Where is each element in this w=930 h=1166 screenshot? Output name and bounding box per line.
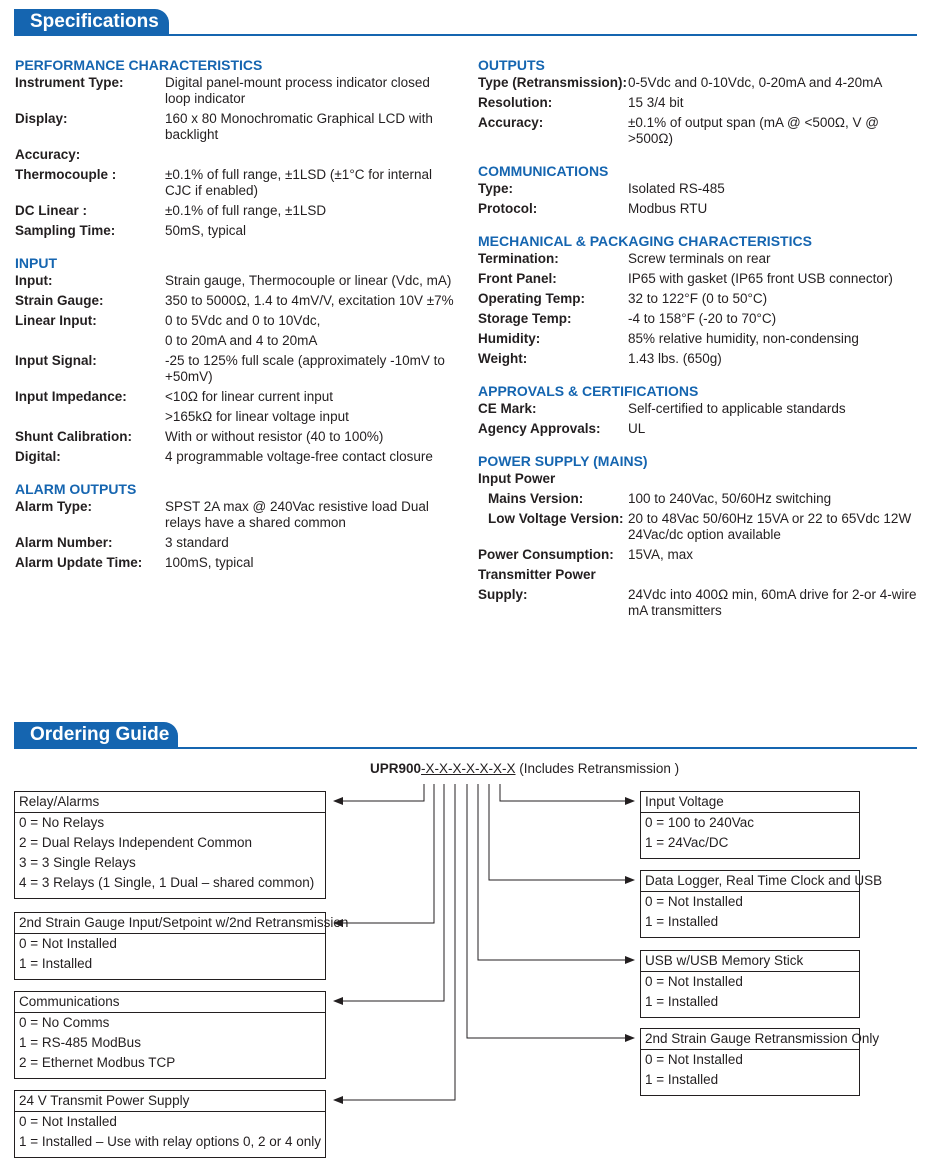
option-box-usb-w-usb-memory-stick bbox=[640, 950, 860, 1018]
spec-value: Isolated RS-485 bbox=[628, 181, 725, 196]
option-item: 0 = 100 to 240Vac bbox=[645, 815, 754, 830]
option-box-communications bbox=[14, 991, 326, 1079]
section-heading-performance-characteristics: PERFORMANCE CHARACTERISTICS bbox=[15, 57, 263, 73]
option-item: 4 = 3 Relays (1 Single, 1 Dual – shared common) bbox=[19, 875, 315, 890]
spec-value: 100mS, typical bbox=[165, 555, 254, 570]
spec-label: DC Linear : bbox=[15, 203, 88, 218]
specifications-heading: Specifications bbox=[14, 9, 169, 35]
spec-value: 15 3/4 bit bbox=[628, 95, 684, 110]
section-heading-power-supply-mains: POWER SUPPLY (MAINS) bbox=[478, 453, 648, 469]
section-heading-alarm-outputs: ALARM OUTPUTS bbox=[15, 481, 137, 497]
spec-value: -4 to 158°F (-20 to 70°C) bbox=[628, 311, 777, 326]
spec-value: IP65 with gasket (IP65 front USB connector) bbox=[628, 271, 893, 286]
option-box-input-voltage bbox=[640, 791, 860, 859]
spec-label: Alarm Number: bbox=[15, 535, 113, 550]
spec-label: Alarm Type: bbox=[15, 499, 93, 514]
model-code-note: (Includes Retransmission ) bbox=[515, 761, 680, 776]
spec-label: Digital: bbox=[15, 449, 61, 464]
spec-value: Modbus RTU bbox=[628, 201, 708, 216]
section-heading-communications: COMMUNICATIONS bbox=[478, 163, 609, 179]
spec-label: Protocol: bbox=[478, 201, 538, 216]
spec-value: 0 to 5Vdc and 0 to 10Vdc, bbox=[165, 313, 321, 328]
connector-2nd-strain-gauge bbox=[334, 784, 434, 923]
section-heading-outputs: OUTPUTS bbox=[478, 57, 545, 73]
spec-value: UL bbox=[628, 421, 646, 436]
option-item: 1 = Installed bbox=[645, 1072, 719, 1087]
spec-value: With or without resistor (40 to 100%) bbox=[165, 429, 384, 444]
section-heading-approvals-certifications: APPROVALS & CERTIFICATIONS bbox=[478, 383, 699, 399]
spec-value: <10Ω for linear current input bbox=[165, 389, 334, 404]
connector-2nd-sg-retransmission bbox=[467, 784, 634, 1038]
option-item: 0 = Not Installed bbox=[19, 936, 117, 951]
spec-value: 20 to 48Vac 50/60Hz 15VA or 22 to 65Vdc 12W 24Vac/dc option available bbox=[628, 511, 912, 542]
spec-label: Linear Input: bbox=[15, 313, 97, 328]
option-box-title: Relay/Alarms bbox=[15, 792, 325, 813]
spec-value: 3 standard bbox=[165, 535, 229, 550]
spec-label: Input Impedance: bbox=[15, 389, 127, 404]
option-item: 1 = Installed – Use with relay options 0, 2 or 4 only bbox=[19, 1134, 322, 1149]
model-number: UPR900 bbox=[370, 761, 422, 776]
spec-label: Termination: bbox=[478, 251, 559, 266]
connector-24v-transmit bbox=[334, 784, 455, 1100]
spec-label: Agency Approvals: bbox=[478, 421, 601, 436]
spec-label: Operating Temp: bbox=[478, 291, 586, 306]
spec-value: 32 to 122°F (0 to 50°C) bbox=[628, 291, 768, 306]
spec-label: Supply: bbox=[478, 587, 528, 602]
spec-value: >165kΩ for linear voltage input bbox=[165, 409, 349, 424]
spec-value: 0-5Vdc and 0-10Vdc, 0-20mA and 4-20mA bbox=[628, 75, 883, 90]
spec-label: Strain Gauge: bbox=[15, 293, 104, 308]
option-item: 1 = 24Vac/DC bbox=[645, 835, 729, 850]
spec-label: Low Voltage Version: bbox=[488, 511, 624, 526]
option-box-title: 24 V Transmit Power Supply bbox=[15, 1091, 325, 1112]
spec-label: Resolution: bbox=[478, 95, 553, 110]
spec-value: 160 x 80 Monochromatic Graphical LCD with backlight bbox=[165, 111, 433, 142]
option-box-title: Communications bbox=[15, 992, 325, 1013]
spec-value: 24Vdc into 400Ω min, 60mA drive for 2-or 4-wire mA transmitters bbox=[628, 587, 917, 618]
option-item: 0 = No Comms bbox=[19, 1015, 110, 1030]
spec-value: -25 to 125% full scale (approximately -10mV to +50mV) bbox=[165, 353, 445, 384]
spec-value: 350 to 5000Ω, 1.4 to 4mV/V, excitation 10V ±7% bbox=[165, 293, 454, 308]
option-item: 0 = Not Installed bbox=[645, 1052, 743, 1067]
connector-usb-memory-stick bbox=[478, 784, 634, 960]
option-box-relay-alarms bbox=[14, 791, 326, 899]
spec-label: Shunt Calibration: bbox=[15, 429, 132, 444]
section-heading-input: INPUT bbox=[15, 255, 57, 271]
connector-relay-alarms bbox=[334, 784, 424, 801]
connector-communications bbox=[334, 784, 444, 1001]
option-box-title: Data Logger, Real Time Clock and USB bbox=[641, 871, 859, 892]
spec-label: Accuracy: bbox=[478, 115, 544, 130]
option-item: 2 = Dual Relays Independent Common bbox=[19, 835, 253, 850]
spec-label: Front Panel: bbox=[478, 271, 557, 286]
spec-label: Power Consumption: bbox=[478, 547, 614, 562]
option-item: 3 = 3 Single Relays bbox=[19, 855, 136, 870]
spec-value: 4 programmable voltage-free contact closure bbox=[165, 449, 433, 464]
spec-value: SPST 2A max @ 240Vac resistive load Dual relays have a shared common bbox=[165, 499, 429, 530]
spec-label: Input Power bbox=[478, 471, 556, 486]
spec-value: ±0.1% of full range, ±1LSD (±1°C for internal CJC if enabled) bbox=[165, 167, 433, 198]
option-item: 0 = No Relays bbox=[19, 815, 105, 830]
connector-data-logger bbox=[489, 784, 634, 880]
spec-label: Display: bbox=[15, 111, 68, 126]
option-item: 1 = Installed bbox=[645, 914, 719, 929]
spec-label: Mains Version: bbox=[488, 491, 584, 506]
spec-value: Strain gauge, Thermocouple or linear (Vdc, mA) bbox=[165, 273, 452, 288]
option-box-2nd-strain-gauge-retransmission-only bbox=[640, 1028, 880, 1096]
spec-value: ±0.1% of full range, ±1LSD bbox=[165, 203, 327, 218]
spec-label: CE Mark: bbox=[478, 401, 537, 416]
option-box-title: USB w/USB Memory Stick bbox=[641, 951, 859, 972]
spec-label: Humidity: bbox=[478, 331, 541, 346]
spec-value: 15VA, max bbox=[628, 547, 694, 562]
model-code-options: -X-X-X-X-X-X-X bbox=[421, 761, 516, 776]
spec-label: Sampling Time: bbox=[15, 223, 116, 238]
spec-value: 85% relative humidity, non-condensing bbox=[628, 331, 859, 346]
spec-value: 50mS, typical bbox=[165, 223, 247, 238]
option-item: 1 = RS-485 ModBus bbox=[19, 1035, 141, 1050]
spec-value: Screw terminals on rear bbox=[628, 251, 771, 266]
spec-label: Accuracy: bbox=[15, 147, 81, 162]
option-box-title: 2nd Strain Gauge Retransmission Only bbox=[641, 1029, 859, 1050]
spec-label: Type (Retransmission): bbox=[478, 75, 628, 90]
option-box-2nd-strain-gauge-input-setpoint-w-2nd-retransmission bbox=[14, 912, 349, 980]
connector-input-voltage bbox=[500, 784, 634, 801]
spec-value: 0 to 20mA and 4 to 20mA bbox=[165, 333, 318, 348]
option-box-title: Input Voltage bbox=[641, 792, 859, 813]
option-item: 1 = Installed bbox=[19, 956, 93, 971]
spec-value: 1.43 lbs. (650g) bbox=[628, 351, 722, 366]
option-item: 0 = Not Installed bbox=[645, 974, 743, 989]
spec-label: Thermocouple : bbox=[15, 167, 117, 182]
section-heading-mechanical-packaging-characteristics: MECHANICAL & PACKAGING CHARACTERISTICS bbox=[478, 233, 812, 249]
spec-value: Self-certified to applicable standards bbox=[628, 401, 846, 416]
spec-label: Alarm Update Time: bbox=[15, 555, 143, 570]
spec-label: Input: bbox=[15, 273, 53, 288]
spec-label: Instrument Type: bbox=[15, 75, 124, 90]
spec-value: 100 to 240Vac, 50/60Hz switching bbox=[628, 491, 832, 506]
option-item: 0 = Not Installed bbox=[645, 894, 743, 909]
option-box-data-logger-real-time-clock-and-usb bbox=[640, 870, 883, 938]
spec-label: Transmitter Power bbox=[478, 567, 596, 582]
spec-label: Input Signal: bbox=[15, 353, 97, 368]
spec-label: Weight: bbox=[478, 351, 528, 366]
spec-value: Digital panel-mount process indicator closed loop indicator bbox=[165, 75, 430, 106]
option-box-24-v-transmit-power-supply bbox=[14, 1090, 326, 1158]
option-item: 2 = Ethernet Modbus TCP bbox=[19, 1055, 176, 1070]
spec-label: Storage Temp: bbox=[478, 311, 572, 326]
spec-label: Type: bbox=[478, 181, 514, 196]
option-box-title: 2nd Strain Gauge Input/Setpoint w/2nd Retransmission bbox=[15, 913, 325, 934]
option-item: 1 = Installed bbox=[645, 994, 719, 1009]
ordering-guide-heading: Ordering Guide bbox=[14, 722, 178, 748]
option-item: 0 = Not Installed bbox=[19, 1114, 117, 1129]
spec-value: ±0.1% of output span (mA @ <500Ω, V @ >500Ω) bbox=[628, 115, 879, 146]
